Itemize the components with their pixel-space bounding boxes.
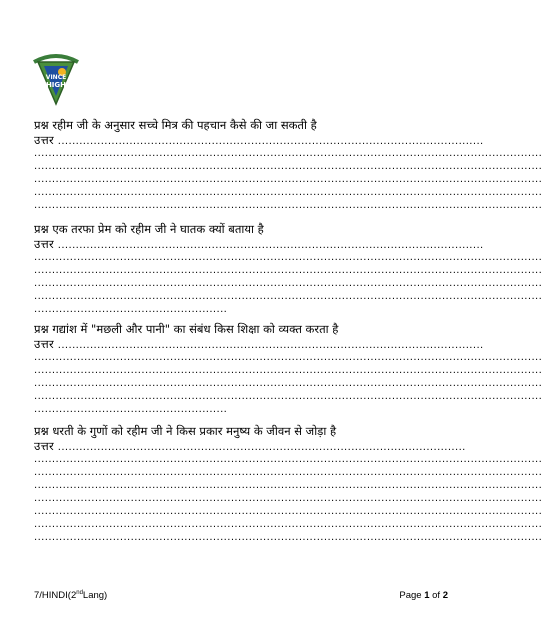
question-prompt: प्रश्न रहीम जी के अनुसार सच्चे मित्र की पहचान कैसे की जा सकती है bbox=[34, 118, 317, 132]
question-block-4 bbox=[34, 424, 542, 544]
answer-label: उत्तर bbox=[34, 133, 55, 147]
answer-line[interactable]: .............................................................................................................................................. bbox=[34, 352, 542, 363]
question-prompt: प्रश्न गद्यांश में "मछली और पानी" का संबंध किस शिक्षा को व्यक्त करता है bbox=[34, 322, 339, 336]
answer-dots: .................................................................................................................. bbox=[57, 442, 466, 453]
page-total: 2 bbox=[442, 590, 448, 601]
footer-subject-code bbox=[34, 590, 107, 601]
answer-dots: ....................................................................................................................... bbox=[57, 136, 484, 147]
page-current: 1 bbox=[424, 590, 430, 601]
footer-subject-sup: nd bbox=[76, 590, 83, 596]
answer-line[interactable]: .............................................................................................................................................. bbox=[34, 532, 542, 543]
question-block-1 bbox=[34, 118, 542, 212]
answer-line-partial[interactable]: ...................................................... bbox=[34, 304, 228, 315]
answer-line[interactable]: .............................................................................................................................................. bbox=[34, 378, 542, 389]
answer-line[interactable]: .............................................................................................................................................. bbox=[34, 200, 542, 211]
question-block-2 bbox=[34, 222, 542, 316]
answer-line-partial[interactable]: ...................................................... bbox=[34, 404, 228, 415]
footer-subject-prefix: 7/HINDI(2 bbox=[34, 590, 77, 601]
answer-line-first[interactable] bbox=[34, 337, 484, 351]
answer-line[interactable]: .............................................................................................................................................. bbox=[34, 506, 542, 517]
answer-dots: ....................................................................................................................... bbox=[57, 340, 484, 351]
answer-dots: ....................................................................................................................... bbox=[57, 240, 484, 251]
footer-subject-suffix: Lang) bbox=[82, 590, 108, 601]
school-logo bbox=[28, 52, 84, 106]
page-label: Page bbox=[399, 590, 425, 601]
answer-line[interactable]: .............................................................................................................................................. bbox=[34, 148, 542, 159]
answer-label: उत्तर bbox=[34, 439, 55, 453]
answer-line[interactable]: .............................................................................................................................................. bbox=[34, 454, 542, 465]
answer-line[interactable]: .............................................................................................................................................. bbox=[34, 265, 542, 276]
answer-line[interactable]: .............................................................................................................................................. bbox=[34, 480, 542, 491]
answer-line[interactable]: .............................................................................................................................................. bbox=[34, 519, 542, 530]
question-prompt: प्रश्न धरती के गुणों को रहीम जी ने किस प्रकार मनुष्य के जीवन से जोड़ा है bbox=[34, 424, 337, 438]
answer-line-first[interactable] bbox=[34, 439, 466, 453]
logo-text-bottom: HIGH bbox=[45, 81, 67, 89]
answer-line[interactable]: .............................................................................................................................................. bbox=[34, 291, 542, 302]
answer-line[interactable]: .............................................................................................................................................. bbox=[34, 187, 542, 198]
answer-line[interactable]: .............................................................................................................................................. bbox=[34, 252, 542, 263]
answer-label: उत्तर bbox=[34, 237, 55, 251]
page-of: of bbox=[429, 590, 443, 601]
answer-line-first[interactable] bbox=[34, 237, 484, 251]
question-block-3 bbox=[34, 322, 542, 416]
answer-line[interactable]: .............................................................................................................................................. bbox=[34, 493, 542, 504]
answer-line[interactable]: .............................................................................................................................................. bbox=[34, 278, 542, 289]
answer-line[interactable]: .............................................................................................................................................. bbox=[34, 467, 542, 478]
answer-line[interactable]: .............................................................................................................................................. bbox=[34, 174, 542, 185]
footer-page-number bbox=[399, 590, 448, 601]
answer-label: उत्तर bbox=[34, 337, 55, 351]
answer-line-first[interactable] bbox=[34, 133, 484, 147]
logo-text-top: VINCE bbox=[45, 74, 67, 81]
question-prompt: प्रश्न एक तरफा प्रेम को रहीम जी ने घातक क्यों बताया है bbox=[34, 222, 264, 236]
answer-line[interactable]: .............................................................................................................................................. bbox=[34, 365, 542, 376]
answer-line[interactable]: .............................................................................................................................................. bbox=[34, 391, 542, 402]
answer-line[interactable]: .............................................................................................................................................. bbox=[34, 161, 542, 172]
